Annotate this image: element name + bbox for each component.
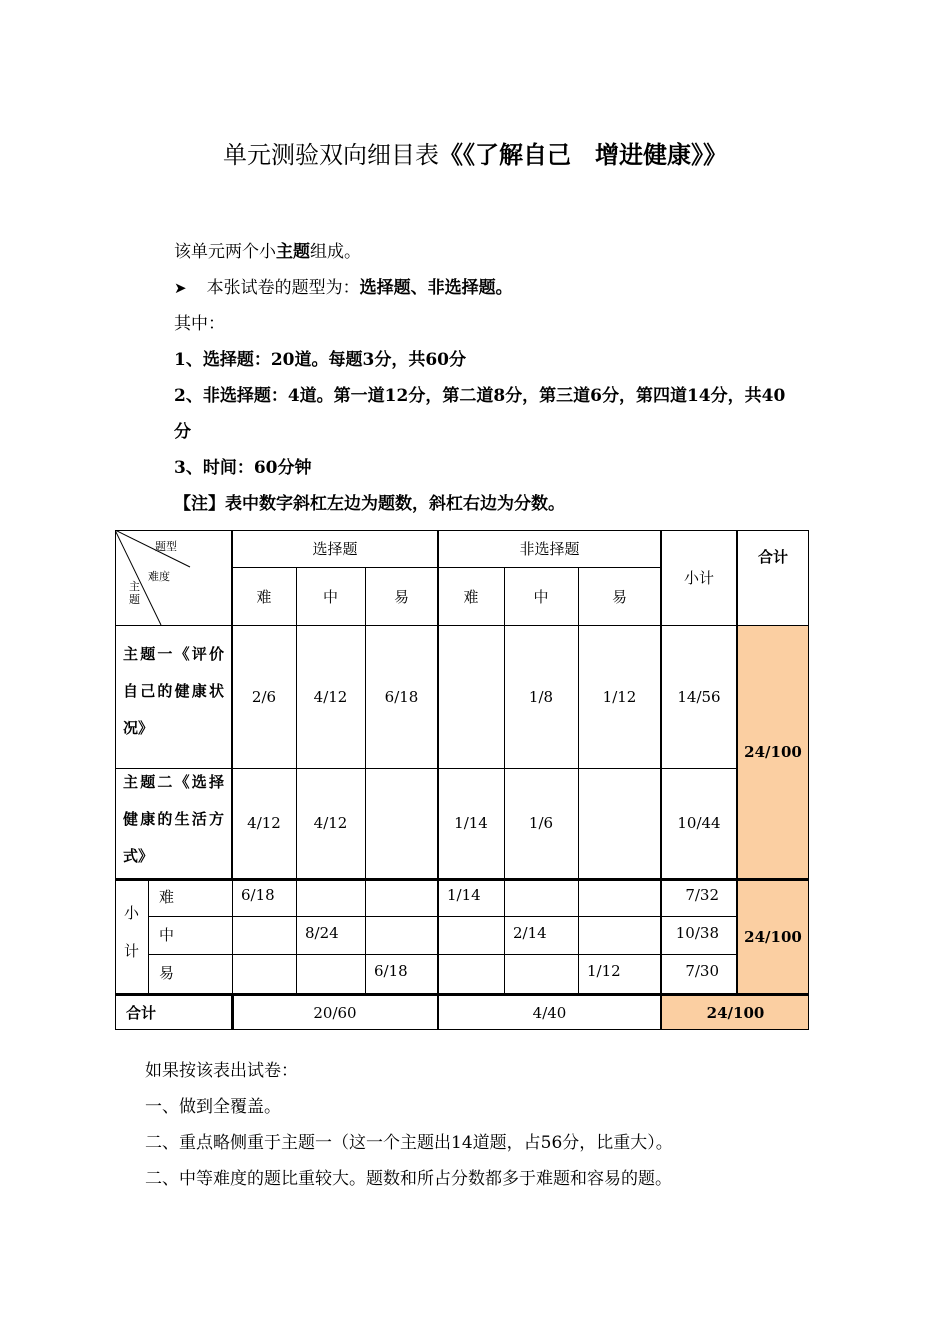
table-cell: 2/14 xyxy=(513,924,547,942)
table-cell xyxy=(438,625,504,768)
topics-total: 24/100 xyxy=(737,625,809,878)
table-grid-line xyxy=(365,567,366,993)
topic-2-subtotal: 10/44 xyxy=(677,814,721,832)
level-row-label: 中 xyxy=(159,926,175,944)
total-row-total: 24/100 xyxy=(662,995,809,1030)
level-row-label: 难 xyxy=(159,888,175,906)
intro-section xyxy=(174,234,814,522)
intro-line-4: 1、选择题：20道。每题3分，共60分 xyxy=(174,350,466,370)
table-cell: 1/12 xyxy=(587,962,621,980)
table-cell xyxy=(578,768,661,878)
table-cell: 6/18 xyxy=(374,962,408,980)
table-grid-line xyxy=(115,768,737,769)
table-grid-line xyxy=(148,880,149,993)
page-title xyxy=(0,135,950,170)
table-grid-line xyxy=(504,567,505,993)
intro-line-1a: 该单元两个小 xyxy=(174,242,276,262)
level-row-label: 易 xyxy=(159,964,175,982)
table-grid-line xyxy=(148,916,737,917)
header-choice: 选择题 xyxy=(312,540,358,558)
intro-line-1c: 组成。 xyxy=(310,242,361,262)
outro-section xyxy=(145,1053,865,1197)
intro-line-1b: 主题 xyxy=(276,242,310,262)
table-grid-line xyxy=(115,878,809,881)
level-header: 易 xyxy=(611,587,627,606)
title-main: 单元测验双向细目表 xyxy=(223,141,439,169)
total-row-nonchoice: 4/40 xyxy=(532,1003,567,1022)
outro-line-4: 二、中等难度的题比重较大。题数和所占分数都多于难题和容易的题。 xyxy=(145,1169,672,1189)
table-cell: 4/12 xyxy=(313,814,348,832)
table-grid-line xyxy=(148,954,737,955)
corner-topic-label-2: 题 xyxy=(129,593,140,606)
table-grid-line xyxy=(660,530,662,1030)
outro-line-1: 如果按该表出试卷： xyxy=(145,1061,298,1081)
intro-line-2b: 选择题、非选择题。 xyxy=(359,278,513,298)
table-cell: 6/18 xyxy=(241,886,275,904)
intro-line-1 xyxy=(174,234,814,270)
corner-topic-label-1: 主 xyxy=(129,580,140,593)
table-cell: 1/8 xyxy=(528,687,554,706)
table-grid-line xyxy=(437,530,439,1030)
table-cell: 1/12 xyxy=(602,687,637,706)
topic-1-name: 主题一《评价自己的健康状况》 xyxy=(123,645,224,737)
level-row-subtotal: 7/30 xyxy=(685,962,719,980)
level-header: 中 xyxy=(322,587,338,606)
table-cell xyxy=(365,768,438,878)
table-cell: 6/18 xyxy=(384,687,419,706)
corner-type-label: 题型 xyxy=(155,540,177,553)
table-grid-line xyxy=(231,530,233,878)
levels-total: 24/100 xyxy=(737,880,809,993)
table-cell: 1/14 xyxy=(447,886,481,904)
intro-line-5b: 分 xyxy=(174,422,191,442)
level-row-subtotal: 7/32 xyxy=(685,886,719,904)
subtotal-label-2: 计 xyxy=(124,942,140,960)
corner-difficulty-label: 难度 xyxy=(148,570,170,583)
table-grid-line xyxy=(231,993,234,1030)
header-total: 合计 xyxy=(757,548,788,566)
intro-line-6: 3、时间：60分钟 xyxy=(174,458,312,478)
intro-line-7: 【注】表中数字斜杠左边为题数，斜杠右边为分数。 xyxy=(174,494,565,514)
table-grid-line xyxy=(115,1029,809,1030)
arrow-bullet-icon: ➤ xyxy=(174,279,187,297)
table-grid-line xyxy=(578,567,579,993)
table-grid-line xyxy=(115,530,116,1030)
level-header: 难 xyxy=(256,587,272,606)
table-cell: 1/14 xyxy=(454,814,488,832)
total-row-choice: 20/60 xyxy=(313,1003,357,1022)
outro-line-3: 二、重点略侧重于主题一（这一个主题出14道题，占56分，比重大）。 xyxy=(145,1133,673,1153)
table-grid-line xyxy=(736,530,738,995)
intro-line-5: 2、非选择题：4道。第一道12分，第二道8分，第三道6分，第四道14分，共40 xyxy=(174,386,786,406)
subtotal-label-1: 小 xyxy=(124,904,140,922)
table-grid-line xyxy=(296,567,297,993)
table-grid-line xyxy=(808,530,809,1030)
header-nonchoice: 非选择题 xyxy=(519,540,580,558)
intro-line-2 xyxy=(174,270,814,306)
level-header: 易 xyxy=(393,587,409,606)
intro-line-3: 其中： xyxy=(174,314,225,334)
total-row-label: 合计 xyxy=(125,1004,156,1022)
level-header: 中 xyxy=(533,587,549,606)
title-sub: 《《了解自己 增进健康》》 xyxy=(439,141,727,169)
level-header: 难 xyxy=(463,587,479,606)
intro-line-2a: 本张试卷的题型为： xyxy=(206,278,360,298)
table-grid-line xyxy=(115,530,809,531)
table-cell: 4/12 xyxy=(313,687,348,706)
table-cell: 2/6 xyxy=(251,687,277,706)
topic-2-name: 主题二《选择健康的生活方式》 xyxy=(123,773,224,865)
level-row-subtotal: 10/38 xyxy=(675,924,719,942)
table-grid-line xyxy=(115,625,809,626)
table-grid-line xyxy=(115,993,809,996)
table-cell: 8/24 xyxy=(305,924,339,942)
detail-table xyxy=(115,530,809,1030)
table-cell: 4/12 xyxy=(247,814,281,832)
header-subtotal: 小计 xyxy=(683,569,714,587)
table-cell: 1/6 xyxy=(528,814,554,832)
topic-1-subtotal: 14/56 xyxy=(677,687,721,706)
table-grid-line xyxy=(232,880,233,993)
outro-line-2: 一、做到全覆盖。 xyxy=(145,1097,281,1117)
